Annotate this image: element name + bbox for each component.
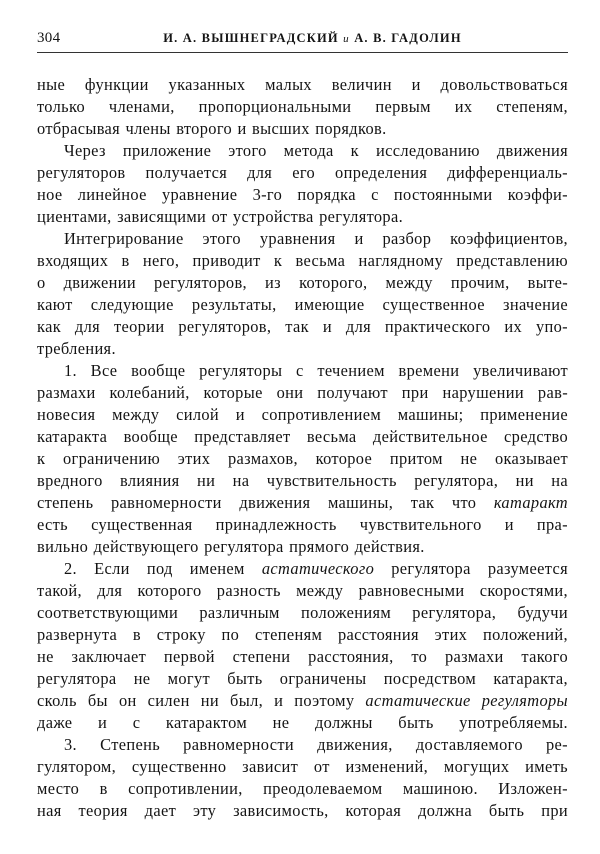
text-line: 1. Все вообще регуляторы с течением времени увеличивают xyxy=(64,361,568,380)
text-line: место в сопротивлении, преодолеваемом машиною. Изложен- xyxy=(37,779,568,798)
paragraph-integration xyxy=(37,228,568,360)
header-rule xyxy=(37,52,568,53)
text-line-emphasis: есть существенная принадлежность чувствительного и пра- xyxy=(37,515,568,534)
text-line: развернута в строку по степеням расстояния этих положений, xyxy=(37,625,568,644)
text-line: как для теории регуляторов, так и для практического их упо- xyxy=(37,317,568,336)
text-line: не заключает первой степени расстояния, то размахи такого xyxy=(37,647,568,666)
text-line: отбрасывая члены второго и высших порядков. xyxy=(37,119,387,138)
paragraph-method xyxy=(37,140,568,228)
emphasis: астатического xyxy=(261,559,375,578)
text-line: новесия между силой и сопротивлением машины; применение xyxy=(37,405,568,424)
text-line: ные функции указанных малых величин и довольствоваться xyxy=(37,75,568,94)
text-run: 2. Если под именем xyxy=(64,559,262,578)
emphasis: катаракт xyxy=(493,493,568,512)
text-line: Интегрирование этого уравнения и разбор коэффициентов, xyxy=(64,229,568,248)
running-title xyxy=(37,31,568,46)
author-conjunction: и xyxy=(343,33,350,45)
text-line: вредного влияния ни на чувствительность регулятора, ни на xyxy=(37,471,568,490)
paragraph-continuation xyxy=(37,74,568,140)
running-head xyxy=(37,30,568,50)
text-line-emphasis: вильно действующего регулятора прямого действия. xyxy=(37,537,425,556)
paragraph-result-2 xyxy=(37,558,568,734)
text-line: Через приложение этого метода к исследованию движения xyxy=(64,141,568,160)
text-line: такой, для которого разность между равновесными скоростями, xyxy=(37,581,568,600)
text-run: сколь бы он силен ни был, и поэтому xyxy=(37,691,366,710)
text-line: соответствующими различным положениям регулятора, будучи xyxy=(37,603,568,622)
text-line: о движении регуляторов, из которого, между прочим, выте- xyxy=(37,273,568,292)
author-right: А. В. ГАДОЛИН xyxy=(354,31,462,45)
paragraph-result-3 xyxy=(37,734,568,822)
text-line: ное линейное уравнение 3-го порядка с постоянными коэффи- xyxy=(37,185,568,204)
text-run: регулятора разумеется xyxy=(374,559,568,578)
text-line: только членами, пропорциональными первым их степеням, xyxy=(37,97,568,116)
text-line: требления. xyxy=(37,339,116,358)
text-line: размахи колебаний, которые они получают при нарушении рав- xyxy=(37,383,568,402)
paragraph-result-1 xyxy=(37,360,568,558)
text-line: к ограничению этих размахов, которое притом не оказывает xyxy=(37,449,568,468)
page-number: 304 xyxy=(37,30,61,46)
text-line: 3. Степень равномерности движения, доставляемого ре- xyxy=(64,735,568,754)
text-run: степень равномерности движения машины, так что xyxy=(37,493,494,512)
text-line: гулятором, существенно зависит от изменений, могущих иметь xyxy=(37,757,568,776)
text-line: ная теория дает эту зависимость, которая должна быть при xyxy=(37,801,568,820)
text-line-emphasis: даже и с катарактом не должны быть употребляемы. xyxy=(37,713,568,732)
body-text xyxy=(37,74,568,822)
text-line: кают следующие результаты, имеющие существенное значение xyxy=(37,295,568,314)
text-line: регулятора не могут быть ограничены посредством катаракта, xyxy=(37,669,568,688)
text-line: входящих в него, приводит к весьма наглядному представлению xyxy=(37,251,568,270)
author-left: И. А. ВЫШНЕГРАДСКИЙ xyxy=(163,31,339,45)
text-line xyxy=(37,690,568,712)
text-line: регуляторов получается для его определения дифференциаль- xyxy=(37,163,568,182)
text-line xyxy=(37,492,568,514)
emphasis: астатические регуляторы xyxy=(365,691,568,710)
text-line xyxy=(37,558,568,580)
text-line: циентами, зависящими от устройства регулятора. xyxy=(37,207,404,226)
text-line: катаракта вообще представляет весьма действительное средство xyxy=(37,427,568,446)
